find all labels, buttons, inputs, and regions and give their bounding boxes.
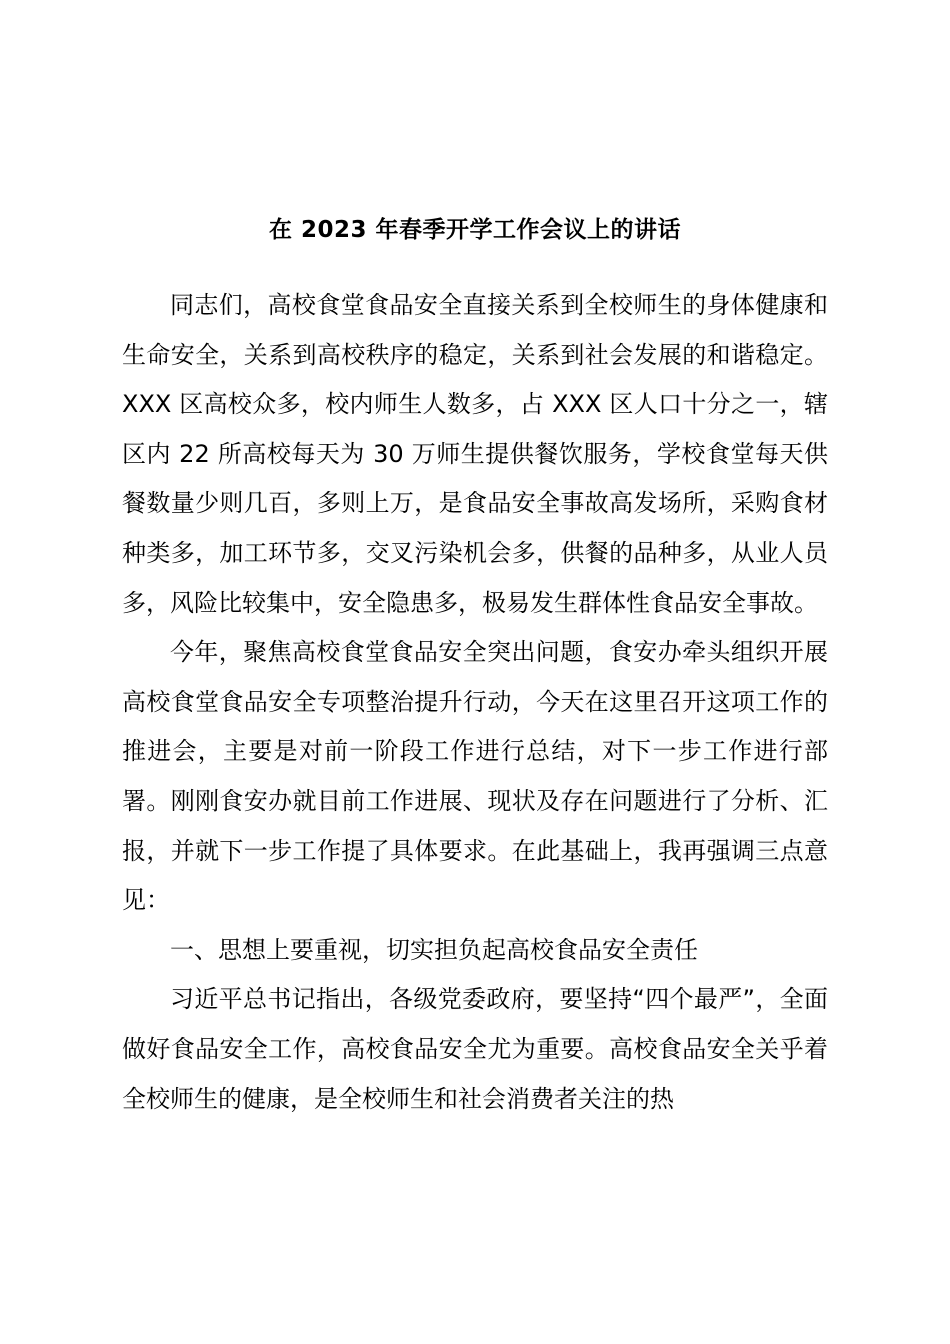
paragraph-intro: 同志们，高校食堂食品安全直接关系到全校师生的身体健康和生命安全，关系到高校秩序的稳定，关系到社会发展的和谐稳定。XXX 区高校众多，校内师生人数多，占 XXX 区人口十分之一，辖区内 22 所高校每天为 30 万师生提供餐饮服务，学校食堂每天供餐数量少则几百，多则上万，是食品安全事故高发场所，采购食材种类多，加工环节多，交叉污染机会多，供餐的品种多，从业人员多，风险比较集中，安全隐患多，极易发生群体性食品安全事故。 (122, 291, 828, 617)
document-body (122, 281, 828, 1124)
section-heading-1: 一、思想上要重视，切实担负起高校食品安全责任 (170, 935, 698, 964)
paragraph-section-1: 习近平总书记指出，各级党委政府，要坚持“四个最严”，全面做好食品安全工作，高校食品安全尤为重要。高校食品安全关乎着全校师生的健康，是全校师生和社会消费者关注的热 (122, 985, 828, 1113)
document-title: 在 2023 年春季开学工作会议上的讲话 (268, 217, 682, 243)
paragraph-this-year: 今年，聚焦高校食堂食品安全突出问题，食安办牵头组织开展高校食堂食品安全专项整治提升行动，今天在这里召开这项工作的推进会，主要是对前一阶段工作进行总结，对下一步工作进行部署。刚刚食安办就目前工作进展、现状及存在问题进行了分析、汇报，并就下一步工作提了具体要求。在此基础上，我再强调三点意见： (122, 638, 828, 915)
